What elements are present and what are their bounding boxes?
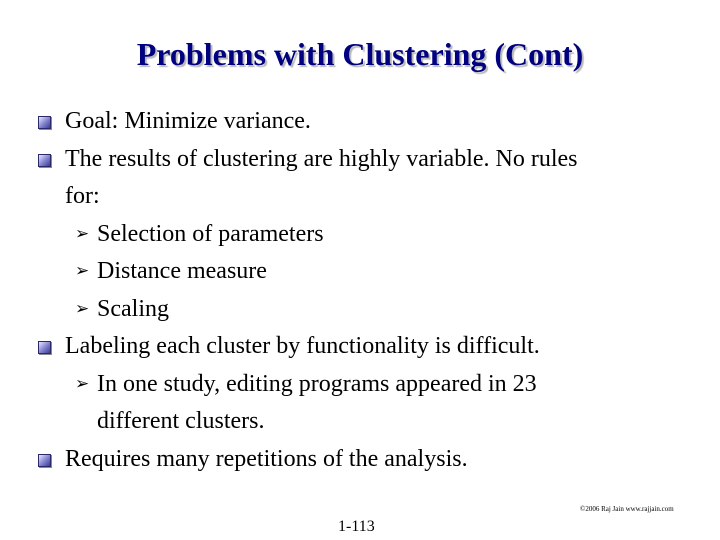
square-checkbox-bullet-icon	[38, 154, 51, 167]
arrowhead-bullet-icon: ➢	[75, 298, 90, 319]
arrowhead-bullet-icon: ➢	[75, 261, 90, 281]
sub-bullet-text: In one study, editing programs appeared in 23	[97, 370, 537, 397]
square-checkbox-bullet-icon	[38, 454, 51, 467]
sub-bullet-item	[0, 366, 720, 404]
bullet-text: The results of clustering are highly variable. No rules	[65, 145, 578, 172]
bullet-text-continuation	[0, 178, 720, 216]
arrowhead-bullet-icon: ➢	[75, 223, 90, 244]
bullet-text: Goal: Minimize variance.	[65, 108, 311, 134]
bullet-item	[0, 141, 720, 179]
sub-bullet-item	[0, 291, 720, 329]
sub-bullet-text: Scaling	[97, 295, 169, 322]
slide-title: Problems with Clustering (Cont)	[136, 36, 584, 72]
bullet-list	[0, 103, 720, 478]
copyright-notice: ©2006 Raj Jain www.rajjain.com	[580, 505, 674, 513]
sub-bullet-text: different clusters.	[97, 408, 265, 434]
page-number: 1-113	[338, 518, 375, 535]
sub-bullet-text: Distance measure	[97, 258, 267, 284]
sub-bullet-item	[0, 253, 720, 291]
bullet-text: for:	[65, 183, 100, 209]
square-checkbox-bullet-icon	[38, 116, 51, 129]
sub-bullet-text-continuation	[0, 403, 720, 441]
bullet-text: Requires many repetitions of the analysis.	[65, 445, 468, 472]
bullet-item	[0, 103, 720, 141]
bullet-item	[0, 328, 720, 366]
sub-bullet-item	[0, 216, 720, 254]
bullet-text: Labeling each cluster by functionality is difficult.	[65, 333, 540, 359]
sub-bullet-text: Selection of parameters	[97, 220, 324, 247]
bullet-item	[0, 441, 720, 479]
square-checkbox-bullet-icon	[38, 341, 51, 354]
arrowhead-bullet-icon: ➢	[75, 373, 90, 394]
